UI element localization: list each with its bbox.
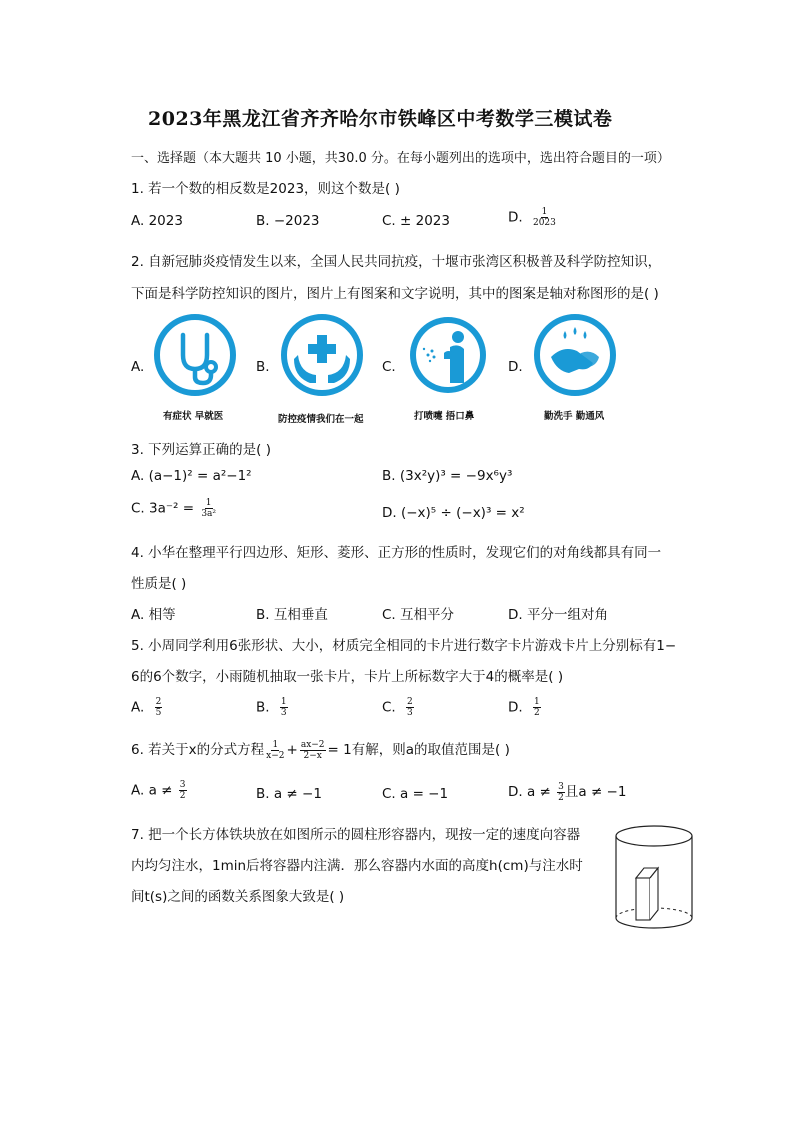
question-4-option-d: D. 平分一组对角 (508, 607, 608, 623)
question-6-option-a (131, 780, 187, 801)
fraction (533, 207, 556, 228)
stem-prefix: 6. 若关于x的分式方程 (131, 742, 265, 758)
plus-sign: + (286, 742, 298, 758)
question-2-label-a: A. (131, 359, 145, 375)
question-7-line-2: 内均匀注水，1min后将容器内注满．那么容器内水面的高度h(cm)与注水时 (131, 858, 583, 874)
hand-washing-icon (533, 313, 617, 401)
question-6-option-d (508, 780, 626, 803)
question-2-label-d: D. (508, 359, 523, 375)
icon-caption-a: 有症状 早就医 (163, 411, 224, 422)
option-label: B. (256, 699, 270, 716)
fraction-denominator: 2 (558, 792, 564, 803)
fraction-numerator: 2 (407, 697, 413, 707)
question-5-option-b (256, 697, 288, 718)
fraction-denominator: 2 (179, 791, 186, 801)
fraction (179, 780, 187, 801)
fraction-numerator: 2 (155, 697, 162, 707)
question-6-stem (131, 738, 510, 761)
fraction-numerator: 1 (272, 739, 279, 750)
fraction-numerator: 1 (280, 697, 287, 707)
option-label: A. (131, 699, 145, 716)
question-7-line-3: 间t(s)之间的函数关系图象大致是( ) (131, 889, 345, 905)
question-6-option-b: B. a ≠ −1 (256, 786, 322, 802)
question-2-line-2: 下面是科学防控知识的图片，图片上有图案和文字说明，其中的图案是轴对称图形的是( ) (131, 286, 659, 302)
fraction (280, 697, 288, 718)
fraction-numerator: ax−2 (300, 739, 325, 750)
question-1-option-d (508, 207, 556, 228)
fraction-numerator: 1 (541, 207, 548, 217)
stem-suffix: = 1有解，则a的取值范围是( ) (327, 742, 510, 758)
fraction-denominator: 3 (407, 708, 413, 718)
fraction-denominator: 3 (280, 708, 287, 718)
sneeze-cover-icon (406, 313, 490, 401)
option-suffix: 且a ≠ −1 (564, 784, 627, 800)
section-header: 一、选择题（本大题共 10 小题，共30.0 分。在每小题列出的选项中，选出符合题目的一项） (131, 151, 670, 166)
question-4-line-1: 4. 小华在整理平行四边形、矩形、菱形、正方形的性质时，发现它们的对角线都具有同一 (131, 545, 662, 561)
question-5-option-d (508, 697, 541, 718)
question-1-option-a: A. 2023 (131, 213, 183, 229)
fraction (557, 782, 565, 803)
question-5-line-2: 6的6个数字，小雨随机抽取一张卡片，卡片上所标数字大于4的概率是( ) (131, 669, 564, 685)
question-3-option-b: B. (3x²y)³ = −9x⁶y³ (382, 468, 513, 484)
icon-caption-c: 打喷嚏 捂口鼻 (414, 411, 475, 422)
option-label: D. (508, 699, 523, 716)
question-5-option-c (382, 697, 414, 718)
option-text: A. a ≠ (131, 782, 173, 799)
fraction-numerator: 3 (558, 781, 564, 792)
question-3-option-d: D. (−x)⁵ ÷ (−x)³ = x² (382, 505, 525, 521)
fraction (533, 697, 541, 718)
question-6-option-c: C. a = −1 (382, 786, 449, 802)
option-text: C. 3a⁻² = (131, 500, 195, 517)
fraction (201, 498, 216, 519)
question-2-line-1: 2. 自新冠肺炎疫情发生以来，全国人民共同抗疫，十堰市张湾区积极普及科学防控知识， (131, 254, 662, 270)
fraction-numerator: 3 (179, 780, 186, 790)
fraction (266, 740, 284, 761)
fraction-numerator: 1 (533, 697, 540, 707)
question-2-label-c: C. (382, 359, 396, 375)
question-3-option-c (131, 498, 216, 519)
question-3-option-a: A. (a−1)² = a²−1² (131, 468, 252, 484)
question-5-line-1: 5. 小周同学利用6张形状、大小，材质完全相同的卡片进行数字卡片游戏卡片上分别标有1− (131, 638, 677, 654)
fraction-denominator: x−2 (266, 750, 285, 761)
fraction (406, 697, 414, 718)
question-4-option-b: B. 互相垂直 (256, 607, 328, 623)
question-7-line-1: 7. 把一个长方体铁块放在如图所示的圆柱形容器内，现按一定的速度向容器 (131, 827, 581, 843)
option-label: D. (508, 209, 523, 226)
option-label: C. (382, 699, 396, 716)
fraction-numerator: 1 (205, 498, 212, 508)
icon-caption-d: 勤洗手 勤通风 (544, 411, 605, 422)
fraction (155, 697, 163, 718)
fraction (300, 740, 326, 761)
fraction-denominator: 5 (155, 708, 162, 718)
fraction-denominator: 2 (533, 708, 540, 718)
question-5-option-a (131, 697, 162, 718)
question-1-option-b: B. −2023 (256, 213, 320, 229)
icon-caption-b: 防控疫情我们在一起 (278, 414, 364, 425)
fraction-denominator: 2−x (303, 750, 322, 761)
question-2-label-b: B. (256, 359, 270, 375)
fraction-denominator: 3a² (201, 509, 217, 519)
page-title: 2023年黑龙江省齐齐哈尔市铁峰区中考数学三模试卷 (148, 108, 613, 130)
cylinder-container-figure (612, 822, 696, 938)
question-3-stem: 3. 下列运算正确的是( ) (131, 442, 271, 458)
question-1-stem: 1. 若一个数的相反数是2023，则这个数是( ) (131, 181, 400, 197)
fraction-denominator: 2023 (532, 218, 556, 228)
option-text: D. a ≠ (508, 784, 551, 800)
medical-cross-hands-icon (280, 313, 364, 401)
stethoscope-icon (153, 313, 237, 401)
question-4-option-c: C. 互相平分 (382, 607, 455, 623)
question-1-option-c: C. ± 2023 (382, 213, 450, 229)
question-4-line-2: 性质是( ) (131, 576, 187, 592)
question-4-option-a: A. 相等 (131, 607, 176, 623)
